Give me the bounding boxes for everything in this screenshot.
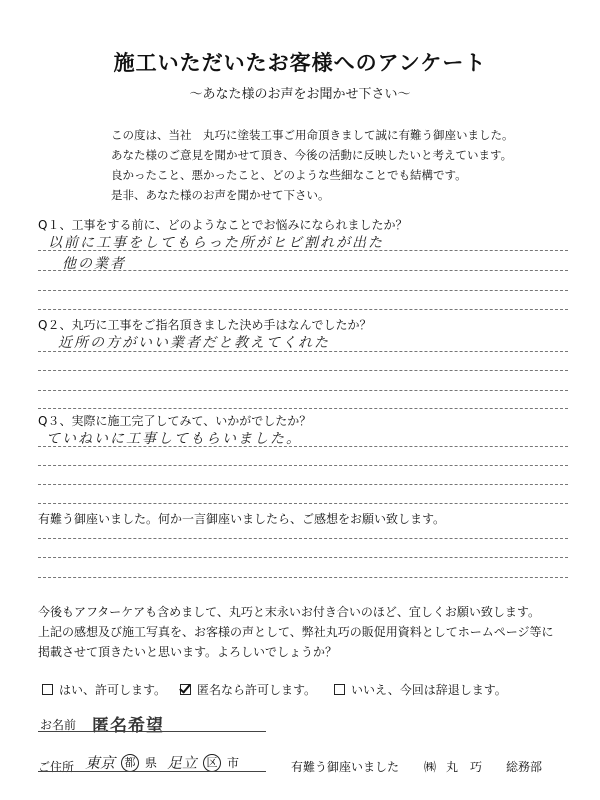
answer-rule [38, 390, 568, 391]
answer-rule [38, 408, 568, 409]
address-to-marker: 都 [121, 754, 139, 772]
address-underline [38, 771, 266, 772]
answer-rule [38, 577, 568, 578]
question-3-label: Q３、実際に施工完了してみて、いかがでしたか？ [38, 414, 312, 428]
answer-rule [38, 557, 568, 558]
question-1-answer-line-1[interactable]: 以前に工事をしてもらった所がヒビ割れが出た [48, 235, 384, 251]
address-label: ご住所 [38, 760, 75, 774]
name-underline [38, 731, 266, 732]
address-shi: 市 [227, 756, 240, 770]
answer-rule [38, 538, 568, 539]
address-city: 足立 [167, 754, 198, 772]
checkbox-checked-icon[interactable] [180, 684, 191, 695]
consent-option-yes[interactable] [42, 681, 166, 698]
answer-rule [38, 250, 568, 251]
footer-company-prefix: ㈱ [424, 760, 437, 774]
intro-line: 良かったこと、悪かったこと、どのような些細なことでも結構です。 [111, 168, 467, 182]
answer-rule [38, 465, 568, 466]
answer-rule [38, 270, 568, 271]
closing-line: 上記の感想及び施工写真を、お客様の声として、弊社丸巧の販促用資料としてホームページ等に [38, 625, 554, 639]
consent-option-label: 匿名なら許可します。 [197, 683, 317, 697]
address-ku-marker: 区 [203, 754, 221, 772]
answer-rule [38, 309, 568, 310]
question-2-label: Q２、丸巧に工事をご指名頂きました決め手はなんでしたか？ [38, 318, 372, 332]
address-prefecture: 東京 [85, 754, 116, 772]
consent-option-anonymous[interactable] [180, 681, 316, 698]
address-field[interactable] [85, 752, 239, 773]
footer-company: 丸 巧 [446, 760, 483, 774]
page-subtitle: ～あなた様のお声をお聞かせ下さい～ [189, 87, 411, 102]
consent-option-decline[interactable] [334, 681, 507, 698]
intro-line: この度は、当社 丸巧に塗装工事ご用命頂きまして誠に有難う御座いました。 [111, 128, 514, 142]
question-1-answer-line-2[interactable]: 他の業者 [62, 256, 126, 272]
footer-department: 総務部 [506, 760, 543, 774]
closing-line: 今後もアフターケアも含めまして、丸巧と末永いお付き合いのほど、宜しくお願い致します。 [38, 605, 540, 619]
intro-line: あなた様のご意見を聞かせて頂き、今後の活動に反映したいと考えています。 [111, 148, 513, 162]
question-2-answer-line-1[interactable]: 近所の方がいい業者だと教えてくれた [58, 335, 330, 351]
footer-thanks: 有難う御座いました [291, 760, 400, 774]
answer-rule [38, 446, 568, 447]
question-3-answer-line-1[interactable]: ていねいに工事してもらいました。 [46, 431, 302, 447]
address-ken: 県 [145, 756, 158, 770]
consent-option-label: はい、許可します。 [59, 683, 167, 697]
answer-rule [38, 290, 568, 291]
name-label: お名前 [40, 718, 77, 732]
answer-rule [38, 351, 568, 352]
name-value[interactable]: 匿名希望 [92, 716, 164, 736]
closing-line: 掲載させて頂きたいと思います。よろしいでしょうか？ [38, 645, 338, 659]
question-1-label: Q１、工事をする前に、どのようなことでお悩みになられましたか？ [38, 218, 408, 232]
page-title: 施工いただいたお客様へのアンケート [113, 51, 487, 75]
intro-line: 是非、あなた様のお声を聞かせて下さい。 [111, 188, 330, 202]
checkbox-icon[interactable] [334, 684, 345, 695]
answer-rule [38, 484, 568, 485]
answer-rule [38, 370, 568, 371]
answer-rule [38, 503, 568, 504]
comment-label: 有難う御座いました。何か一言御座いましたら、ご感想をお願い致します。 [38, 512, 446, 526]
checkbox-icon[interactable] [42, 684, 53, 695]
consent-option-label: いいえ、今回は辞退します。 [351, 683, 507, 697]
